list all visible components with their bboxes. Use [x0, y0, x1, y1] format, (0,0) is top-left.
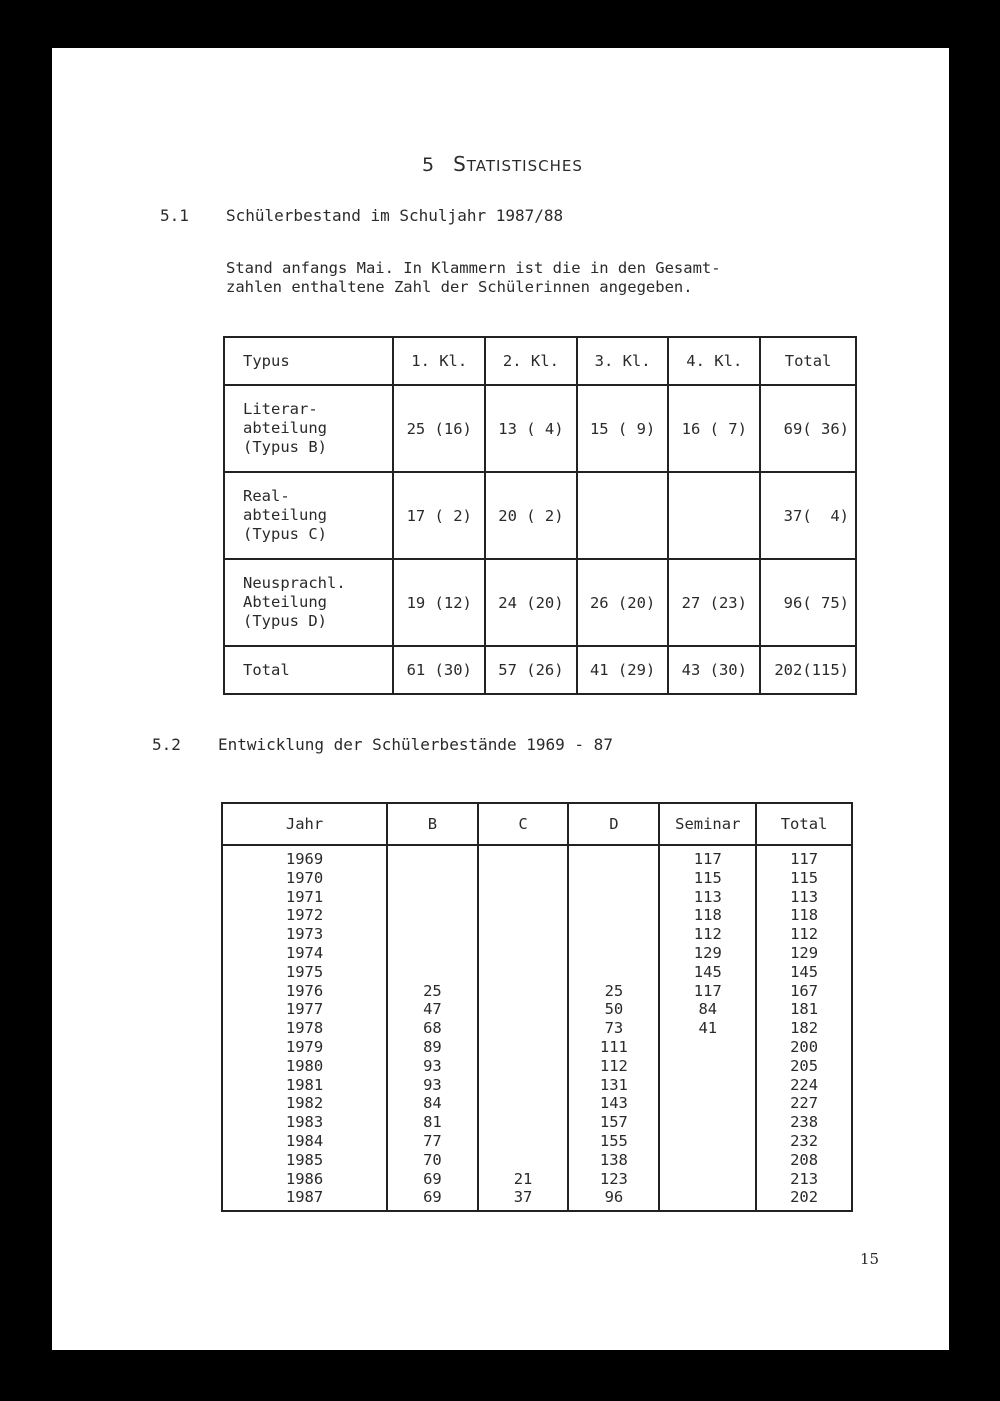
table-cell: 1972: [285, 906, 324, 925]
table-cell: [569, 906, 658, 925]
table-cell: [388, 850, 477, 869]
table-cell: 208: [790, 1150, 819, 1169]
table-cell: 21: [513, 1169, 533, 1188]
table-cell: [479, 1094, 568, 1113]
table-cell: 115: [790, 868, 819, 887]
header-cell: B: [387, 803, 478, 845]
table-cell: 93: [423, 1075, 442, 1094]
row-label: Total: [224, 646, 393, 694]
header-cell: 1. Kl.: [393, 337, 485, 385]
table-row: [224, 472, 856, 559]
table-cell: 1969: [285, 850, 324, 868]
table-cell: 205: [790, 1056, 819, 1075]
table-cell: 1980: [285, 1056, 324, 1075]
table-header-row: [222, 803, 852, 845]
table-cell: [660, 1188, 755, 1207]
table-cell: 1986: [285, 1169, 324, 1188]
table-cell: [479, 1038, 568, 1057]
table-cell: 224: [790, 1075, 819, 1094]
c-column: [478, 845, 569, 1211]
table-cell: [660, 1113, 755, 1132]
table-cell: 73: [604, 1019, 624, 1038]
table-cell: [479, 1076, 568, 1095]
table-cell: [479, 1113, 568, 1132]
table-cell: 69( 36): [760, 385, 856, 472]
table-cell: 200: [790, 1037, 819, 1056]
header-cell: 4. Kl.: [668, 337, 760, 385]
table-cell: 113: [790, 887, 819, 906]
table-cell: 84: [423, 1094, 442, 1113]
table-cell: 238: [790, 1113, 819, 1132]
table-cell: 115: [693, 868, 722, 887]
table-cell: 131: [599, 1075, 628, 1094]
table-cell: 138: [599, 1150, 628, 1169]
table-cell: 1984: [285, 1131, 324, 1150]
table-cell: 50: [604, 1000, 624, 1019]
table-cell: 57 (26): [485, 646, 577, 694]
header-cell: D: [568, 803, 659, 845]
table-row: [224, 559, 856, 646]
table-cell: 25 (16): [393, 385, 485, 472]
history-table: [221, 802, 853, 1212]
table-cell: 167: [790, 981, 819, 1000]
table-cell: 68: [423, 1019, 442, 1038]
header-cell: 3. Kl.: [577, 337, 669, 385]
table-cell: 117: [693, 850, 722, 868]
table-cell: 1979: [285, 1037, 324, 1056]
table-cell: 111: [599, 1037, 628, 1056]
section-number: 5.2: [152, 735, 181, 754]
table-header-row: [224, 337, 856, 385]
chapter-heading: 5 STATISTISCHES: [422, 152, 583, 176]
table-cell: 13 ( 4): [485, 385, 577, 472]
table-cell: [479, 963, 568, 982]
table-cell: 1976: [285, 981, 324, 1000]
section-title: Schülerbestand im Schuljahr 1987/88: [226, 206, 564, 225]
table-cell: 118: [790, 906, 819, 925]
table-cell: 41: [698, 1019, 718, 1038]
header-cell: 2. Kl.: [485, 337, 577, 385]
table-cell: 1970: [285, 868, 324, 887]
section-number: 5.1: [160, 206, 189, 225]
table-cell: 202(115): [760, 646, 856, 694]
table-cell: 112: [693, 925, 722, 944]
section-title: Entwicklung der Schülerbestände 1969 - 87: [218, 735, 613, 754]
enrollment-table: [223, 336, 857, 695]
table-cell: 69: [423, 1188, 442, 1207]
table-cell: 157: [599, 1113, 628, 1132]
table-cell: [479, 1132, 568, 1151]
header-cell: Total: [756, 803, 852, 845]
table-cell: [479, 850, 568, 869]
table-cell: [479, 888, 568, 907]
table-cell: 25: [604, 981, 624, 1000]
table-cell: [660, 1038, 755, 1057]
table-cell: [569, 944, 658, 963]
table-cell: 96: [604, 1188, 624, 1207]
seminar-column: [659, 845, 756, 1211]
table-cell: [479, 1000, 568, 1019]
table-cell: 19 (12): [393, 559, 485, 646]
table-cell: 77: [423, 1131, 442, 1150]
table-cell: 1977: [285, 1000, 324, 1019]
page-number: 15: [860, 1250, 880, 1268]
table-cell: 61 (30): [393, 646, 485, 694]
table-cell: [660, 1057, 755, 1076]
jahr-column: [222, 845, 387, 1211]
table-cell: 1978: [285, 1019, 324, 1038]
table-cell: [479, 869, 568, 888]
table-cell: [569, 869, 658, 888]
header-cell: C: [478, 803, 569, 845]
table-cell: 1974: [285, 943, 324, 962]
table-cell: 1973: [285, 925, 324, 944]
table-cell: 1987: [285, 1188, 324, 1207]
table-cell: [569, 850, 658, 869]
header-cell: Seminar: [659, 803, 756, 845]
intro-text: Stand anfangs Mai. In Klammern ist die in den Gesamt- zahlen enthaltene Zahl der Schülerinnen angegeben.: [226, 259, 721, 296]
table-cell: 81: [423, 1113, 442, 1132]
table-cell: 202: [790, 1188, 819, 1207]
table-cell: 26 (20): [577, 559, 669, 646]
table-cell: [668, 472, 760, 559]
b-column: [387, 845, 478, 1211]
header-cell: Jahr: [222, 803, 387, 845]
table-cell: [569, 888, 658, 907]
table-cell: [479, 982, 568, 1001]
table-cell: 25: [423, 981, 442, 1000]
table-cell: [479, 1057, 568, 1076]
table-cell: 24 (20): [485, 559, 577, 646]
table-cell: 129: [790, 943, 819, 962]
table-cell: 129: [693, 943, 722, 962]
table-cell: 213: [790, 1169, 819, 1188]
table-cell: 123: [599, 1169, 628, 1188]
d-column: [568, 845, 659, 1211]
header-cell: Total: [760, 337, 856, 385]
table-row: [224, 385, 856, 472]
table-cell: [479, 1019, 568, 1038]
table-cell: 27 (23): [668, 559, 760, 646]
table-cell: [569, 963, 658, 982]
table-cell: 112: [599, 1056, 628, 1075]
table-cell: 143: [599, 1094, 628, 1113]
table-cell: 232: [790, 1131, 819, 1150]
table-cell: [660, 1094, 755, 1113]
table-cell: 93: [423, 1056, 442, 1075]
table-cell: [660, 1170, 755, 1189]
table-cell: [479, 925, 568, 944]
row-label: Real- abteilung (Typus C): [224, 472, 393, 559]
table-cell: 47: [423, 1000, 442, 1019]
table-cell: 69: [423, 1169, 442, 1188]
table-cell: 145: [693, 962, 722, 981]
total-row: [224, 646, 856, 694]
table-cell: 37: [513, 1188, 533, 1207]
table-cell: 181: [790, 1000, 819, 1019]
row-label: Neusprachl. Abteilung (Typus D): [224, 559, 393, 646]
table-cell: [569, 925, 658, 944]
table-cell: 89: [423, 1037, 442, 1056]
table-cell: 1985: [285, 1150, 324, 1169]
table-cell: 1982: [285, 1094, 324, 1113]
table-cell: [577, 472, 669, 559]
table-cell: 1983: [285, 1113, 324, 1132]
table-cell: 112: [790, 925, 819, 944]
table-cell: 182: [790, 1019, 819, 1038]
table-cell: 117: [693, 981, 722, 1000]
row-label: Literar- abteilung (Typus B): [224, 385, 393, 472]
table-cell: [388, 869, 477, 888]
table-cell: 15 ( 9): [577, 385, 669, 472]
table-cell: 227: [790, 1094, 819, 1113]
table-cell: 1975: [285, 962, 324, 981]
table-cell: 113: [693, 887, 722, 906]
table-cell: [660, 1151, 755, 1170]
table-cell: 20 ( 2): [485, 472, 577, 559]
total-column: [756, 845, 852, 1211]
table-cell: 96( 75): [760, 559, 856, 646]
table-cell: 1981: [285, 1075, 324, 1094]
table-cell: 41 (29): [577, 646, 669, 694]
table-cell: [388, 944, 477, 963]
table-cell: 1971: [285, 887, 324, 906]
table-cell: 155: [599, 1131, 628, 1150]
header-cell: Typus: [224, 337, 393, 385]
table-cell: [479, 944, 568, 963]
table-cell: [479, 906, 568, 925]
table-cell: 43 (30): [668, 646, 760, 694]
table-cell: 37( 4): [760, 472, 856, 559]
table-cell: [479, 1151, 568, 1170]
table-cell: [388, 888, 477, 907]
table-cell: 84: [698, 1000, 718, 1019]
table-cell: 145: [790, 962, 819, 981]
table-cell: [660, 1132, 755, 1151]
table-cell: [388, 906, 477, 925]
table-cell: [388, 963, 477, 982]
table-cell: 118: [693, 906, 722, 925]
table-cell: 117: [790, 850, 819, 868]
table-cell: 16 ( 7): [668, 385, 760, 472]
table-cell: [660, 1076, 755, 1095]
table-cell: 17 ( 2): [393, 472, 485, 559]
table-cell: [388, 925, 477, 944]
table-cell: 70: [423, 1150, 442, 1169]
table-body-row: [222, 845, 852, 1211]
